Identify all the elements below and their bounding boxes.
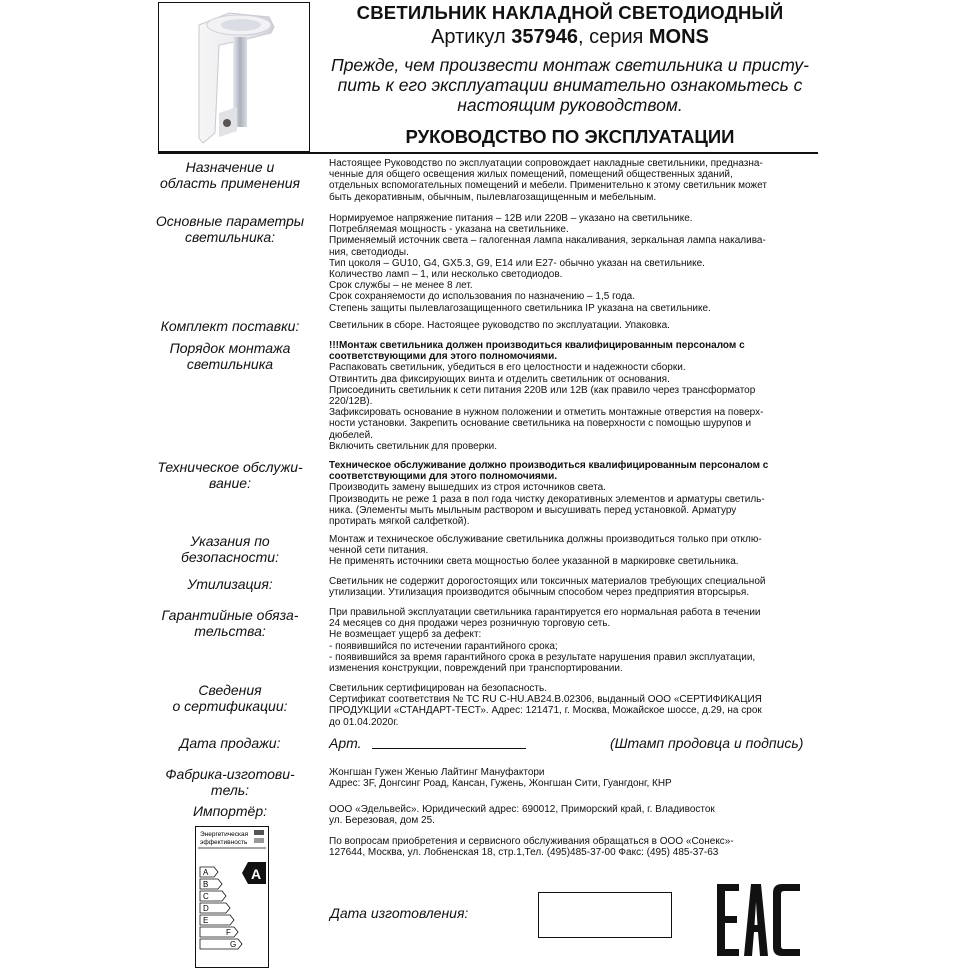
section-label-mount: Порядок монтажа светильника: [169, 340, 291, 372]
section-text-service-contact: По вопросам приобретения и сервисного обслуживания обращаться в ООО «Сонекс»- 127644, Москва, ул. Лобненская 18, стр.1,Тел. (495)485-37-00 Факс: (495) 485-37-63: [329, 836, 734, 859]
section-label-cert: Сведения о сертификации:: [172, 682, 288, 714]
energy-scale: [196, 827, 268, 967]
section-text-cert: Светильник сертифицирован на безопасность. Сертификат соответствия № ТС RU С-HU.АВ24.В.02306, выданный ООО «СЕРТИФИКАЦИЯ ПРОДУКЦИИ «СТАНДАРТ-ТЕСТ». Адрес: 121471, г. Москва, Можайское шоссе, д.29, на срок до 01.04.2020г.: [329, 683, 762, 728]
header-divider: [158, 152, 818, 154]
manufacture-date-label: Дата изготовления:: [330, 905, 469, 921]
energy-class-F: [200, 927, 238, 937]
energy-efficiency-label: [195, 826, 269, 968]
section-text-mount: !!!Монтаж светильника должен производиться квалифицированным персоналом с соответствующими для этого полномочиями. Распаковать светильник, убедиться в его целостности и надежности сборки. Отвинтить два фиксирующих винта и отделить светильник от основания. Присоединить светильник к сети питания 220В или 12В (как правило через трансформатор 220/12В). Зафиксировать основание в нужном положении и отметить монтажные отверстия на поверх- ности установки. Закрепить основание светильника на поверхности с помощью шурупов и дюбелей. Включить светильник для проверки.: [329, 340, 764, 452]
svg-text:D: D: [203, 904, 209, 913]
svg-text:E: E: [203, 916, 209, 925]
section-label-params: Основные параметры светильника:: [155, 213, 305, 245]
svg-text:A: A: [251, 866, 262, 882]
energy-class-bars: [200, 867, 242, 949]
svg-text:G: G: [230, 940, 237, 949]
section-text-safety: Монтаж и техническое обслуживание светильника должны производиться только при отклю- ченной сети питания. Не применять источники света мощностью более указанной в маркировке светильника.: [329, 534, 762, 568]
manufacture-date-field[interactable]: [538, 892, 672, 938]
section-text-purpose: Настоящее Руководство по эксплуатации сопровождает накладные светильники, предназна- ченные для общего освещения жилых помещений, помещений общественных зданий, отдельных вспомогательных помещений и мебели. Применительно к этому светильник может быть декоративным, обычным, пылевлагозащищенным и мебельным.: [329, 158, 767, 203]
seller-stamp-label: (Штамп продовца и подпись): [610, 735, 804, 751]
section-label-sale: Дата продажи:: [179, 735, 281, 751]
section-text-importer: ООО «Эдельвейс». Юридический адрес: 690012, Приморский край, г. Владивосток ул. Березовая, дом 25.: [329, 804, 715, 827]
lamp-image: [159, 3, 309, 151]
eac-logo-icon: [715, 880, 805, 960]
article-line: Артикул 357946, серия MONS: [431, 26, 709, 48]
section-label-factory: Фабрика-изготови- тель:: [165, 766, 295, 798]
svg-text:A: A: [203, 868, 209, 877]
svg-text:C: C: [203, 892, 209, 901]
section-text-factory: Жонгшан Гужен Женью Лайтинг Мануфактори Адрес: 3F, Донгсинг Роад, Кансан, Гужень, Жонгшан Сити, Гуангдонг, КНР: [329, 767, 672, 790]
intro-note: Прежде, чем произвести монтаж светильника и присту- пить к его эксплуатации внимательно ознакомьтесь с настоящим руководством.: [331, 55, 809, 115]
energy-class-G: [200, 939, 242, 949]
manual-title: РУКОВОДСТВО ПО ЭКСПЛУАТАЦИИ: [405, 126, 735, 147]
svg-text:F: F: [226, 928, 231, 937]
product-photo: [158, 2, 310, 152]
eac-mark: [715, 880, 805, 960]
sale-article-field[interactable]: [372, 748, 526, 749]
section-text-warranty: При правильной эксплуатации светильника гарантируется его нормальная работа в течении 24 месяцев со дня продажи через розничную торговую сеть. Не возмещает ущерб за дефект: - появившийся по истечении гарантийного срока; - появившийся за время гарантийного срока в результате нарушения правил эксплуатации, изменения конструкции, повреждений при транспортировании.: [329, 607, 761, 675]
section-label-importer: Импортёр:: [192, 803, 267, 819]
energy-class-C: [200, 891, 226, 901]
section-label-warranty: Гарантийные обяза- тельства:: [161, 607, 299, 639]
sale-article-label: Арт.: [329, 735, 362, 751]
section-label-kit: Комплект поставки:: [160, 318, 300, 334]
section-label-safety: Указания по безопасности:: [181, 533, 279, 565]
energy-class-B: [200, 879, 222, 889]
section-label-disposal: Утилизация:: [187, 576, 273, 592]
section-text-params: Нормируемое напряжение питания – 12В или 220В – указано на светильнике. Потребляемая мощность - указана на светильнике. Применяемый источник света – галогенная лампа накаливания, зеркальная лампа накалива- ния, светодиоды. Тип цоколя – GU10, G4, GX5.3, G9, E14 или E27- обычно указан на светильнике. Количество ламп – 1, или несколько светодиодов. Срок службы – не менее 8 лет. Срок сохраняемости до использования по назначению – 1,5 года. Степень защиты пылевлагозащищенного светильника IP указана на светильнике.: [329, 213, 766, 314]
energy-class-A: [200, 867, 218, 877]
energy-title-1: Энергетическая: [200, 831, 249, 838]
section-label-service: Техническое обслужи- вание:: [157, 459, 303, 491]
document-title: СВЕТИЛЬНИК НАКЛАДНОЙ СВЕТОДИОДНЫЙ: [356, 2, 784, 23]
section-text-service: Техническое обслуживание должно производиться квалифицированным персоналом с соответствующими для этого полномочиями. Производить замену вышедших из строя источников света. Производить не реже 1 раза в пол года чистку декоративных элементов и арматуры светиль- ника. (Элементы мыть мыльным раствором и высушивать перед установкой. Арматуру протирать мягкой салфеткой).: [329, 460, 769, 528]
energy-class-D: [200, 903, 230, 913]
svg-text:B: B: [203, 880, 209, 889]
section-text-kit: Светильник в сборе. Настоящее руководство по эксплуатации. Упаковка.: [329, 320, 670, 331]
energy-title-2: эффективность: [200, 839, 248, 846]
section-text-disposal: Светильник не содержит дорогостоящих или токсичных материалов требующих специальной утилизации. Утилизация производится обычным способом через предприятия вторсырья.: [329, 576, 766, 599]
section-label-purpose: Назначение и область применения: [159, 159, 301, 191]
energy-class-E: [200, 915, 234, 925]
energy-rating-arrow: [242, 862, 266, 884]
